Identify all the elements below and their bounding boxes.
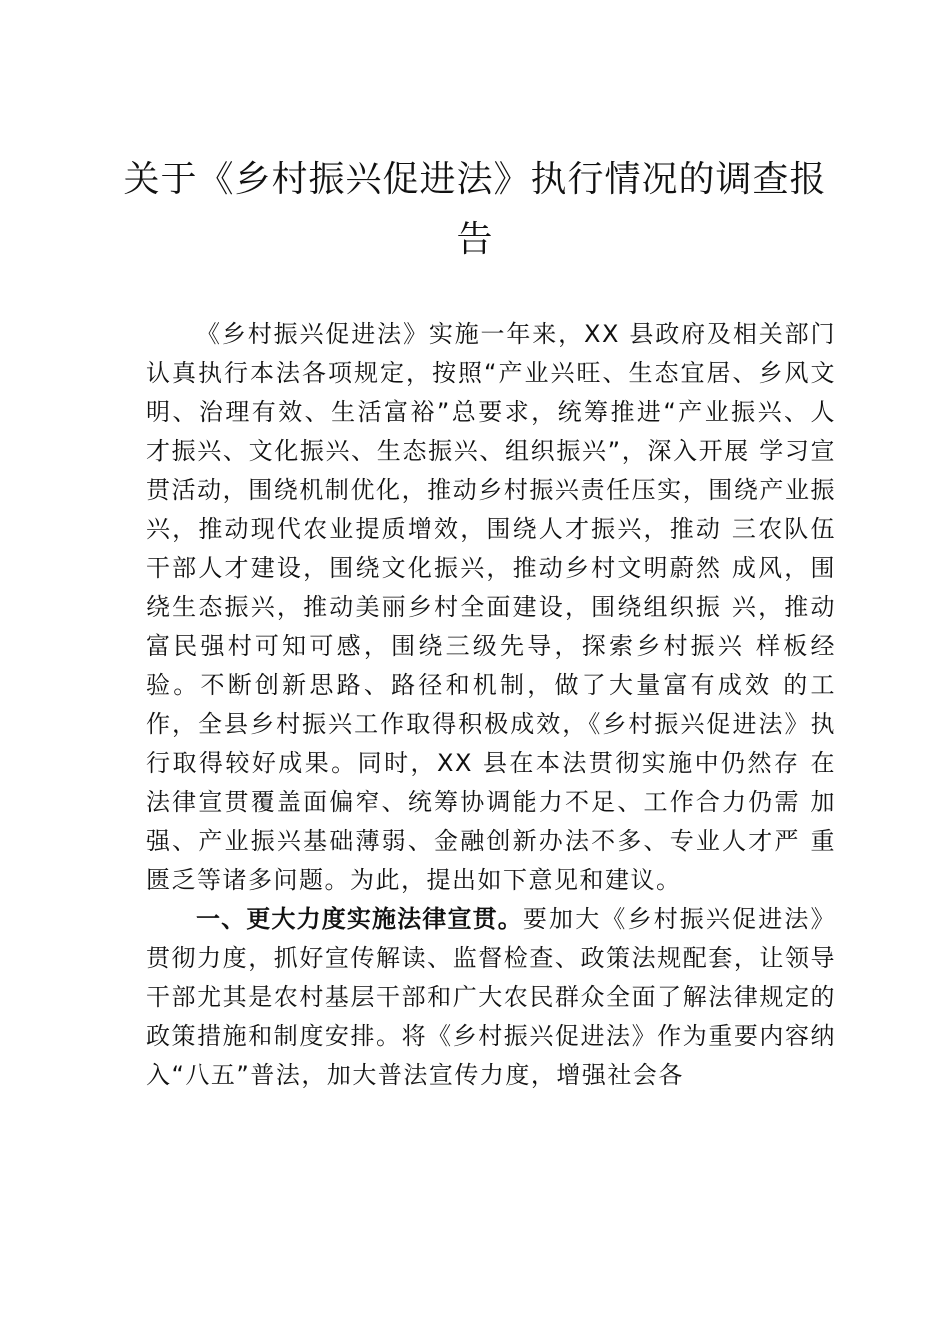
section-1-heading: 一、更大力度实施法律宣贯。 xyxy=(196,905,523,933)
document-title: 关于《乡村振兴促进法》执行情况的调查报告 xyxy=(123,159,827,260)
paragraph-intro xyxy=(146,315,836,900)
section-1-text: 要加大《乡村振兴促进法》贯彻力度，抓好宣传解读、监督检查、政策法规配套，让领导干部尤其是农村基层干部和广大农民群众全面了解法律规定的政策措施和制度安排。将《乡村振兴促进法》作为重要内容纳入“八五”普法，加大普法宣传力度，增强社会各 xyxy=(146,905,837,1089)
paragraph-section-1 xyxy=(146,900,836,1095)
document-body xyxy=(146,315,836,1095)
paragraph-intro-text: 《乡村振兴促进法》实施一年来，XX 县政府及相关部门认真执行本法各项规定，按照“产业兴旺、生态宜居、乡风文明、治理有效、生活富裕”总要求，统筹推进“产业振兴、人才振兴、文化振兴、生态振兴、组织振兴”，深入开展 学习宣贯活动，围绕机制优化，推动乡村振兴责任压实，围绕产业振兴，推动现代农业提质增效，围绕人才振兴，推动 三农队伍干部人才建设，围绕文化振兴，推动乡村文明蔚然 成风，围绕生态振兴，推动美丽乡村全面建设，围绕组织振 兴，推动富民强村可知可感，围绕三级先导，探索乡村振兴 样板经验。不断创新思路、路径和机制，做了大量富有成效 的工作，全县乡村振兴工作取得积极成效，《乡村振兴促进法》执行取得较好成果。同时，XX 县在本法贯彻实施中仍然存 在法律宣贯覆盖面偏窄、统筹协调能力不足、工作合力仍需 加强、产业振兴基础薄弱、金融创新办法不多、专业人才严 重匮乏等诸多问题。为此，提出如下意见和建议。 xyxy=(146,320,836,894)
